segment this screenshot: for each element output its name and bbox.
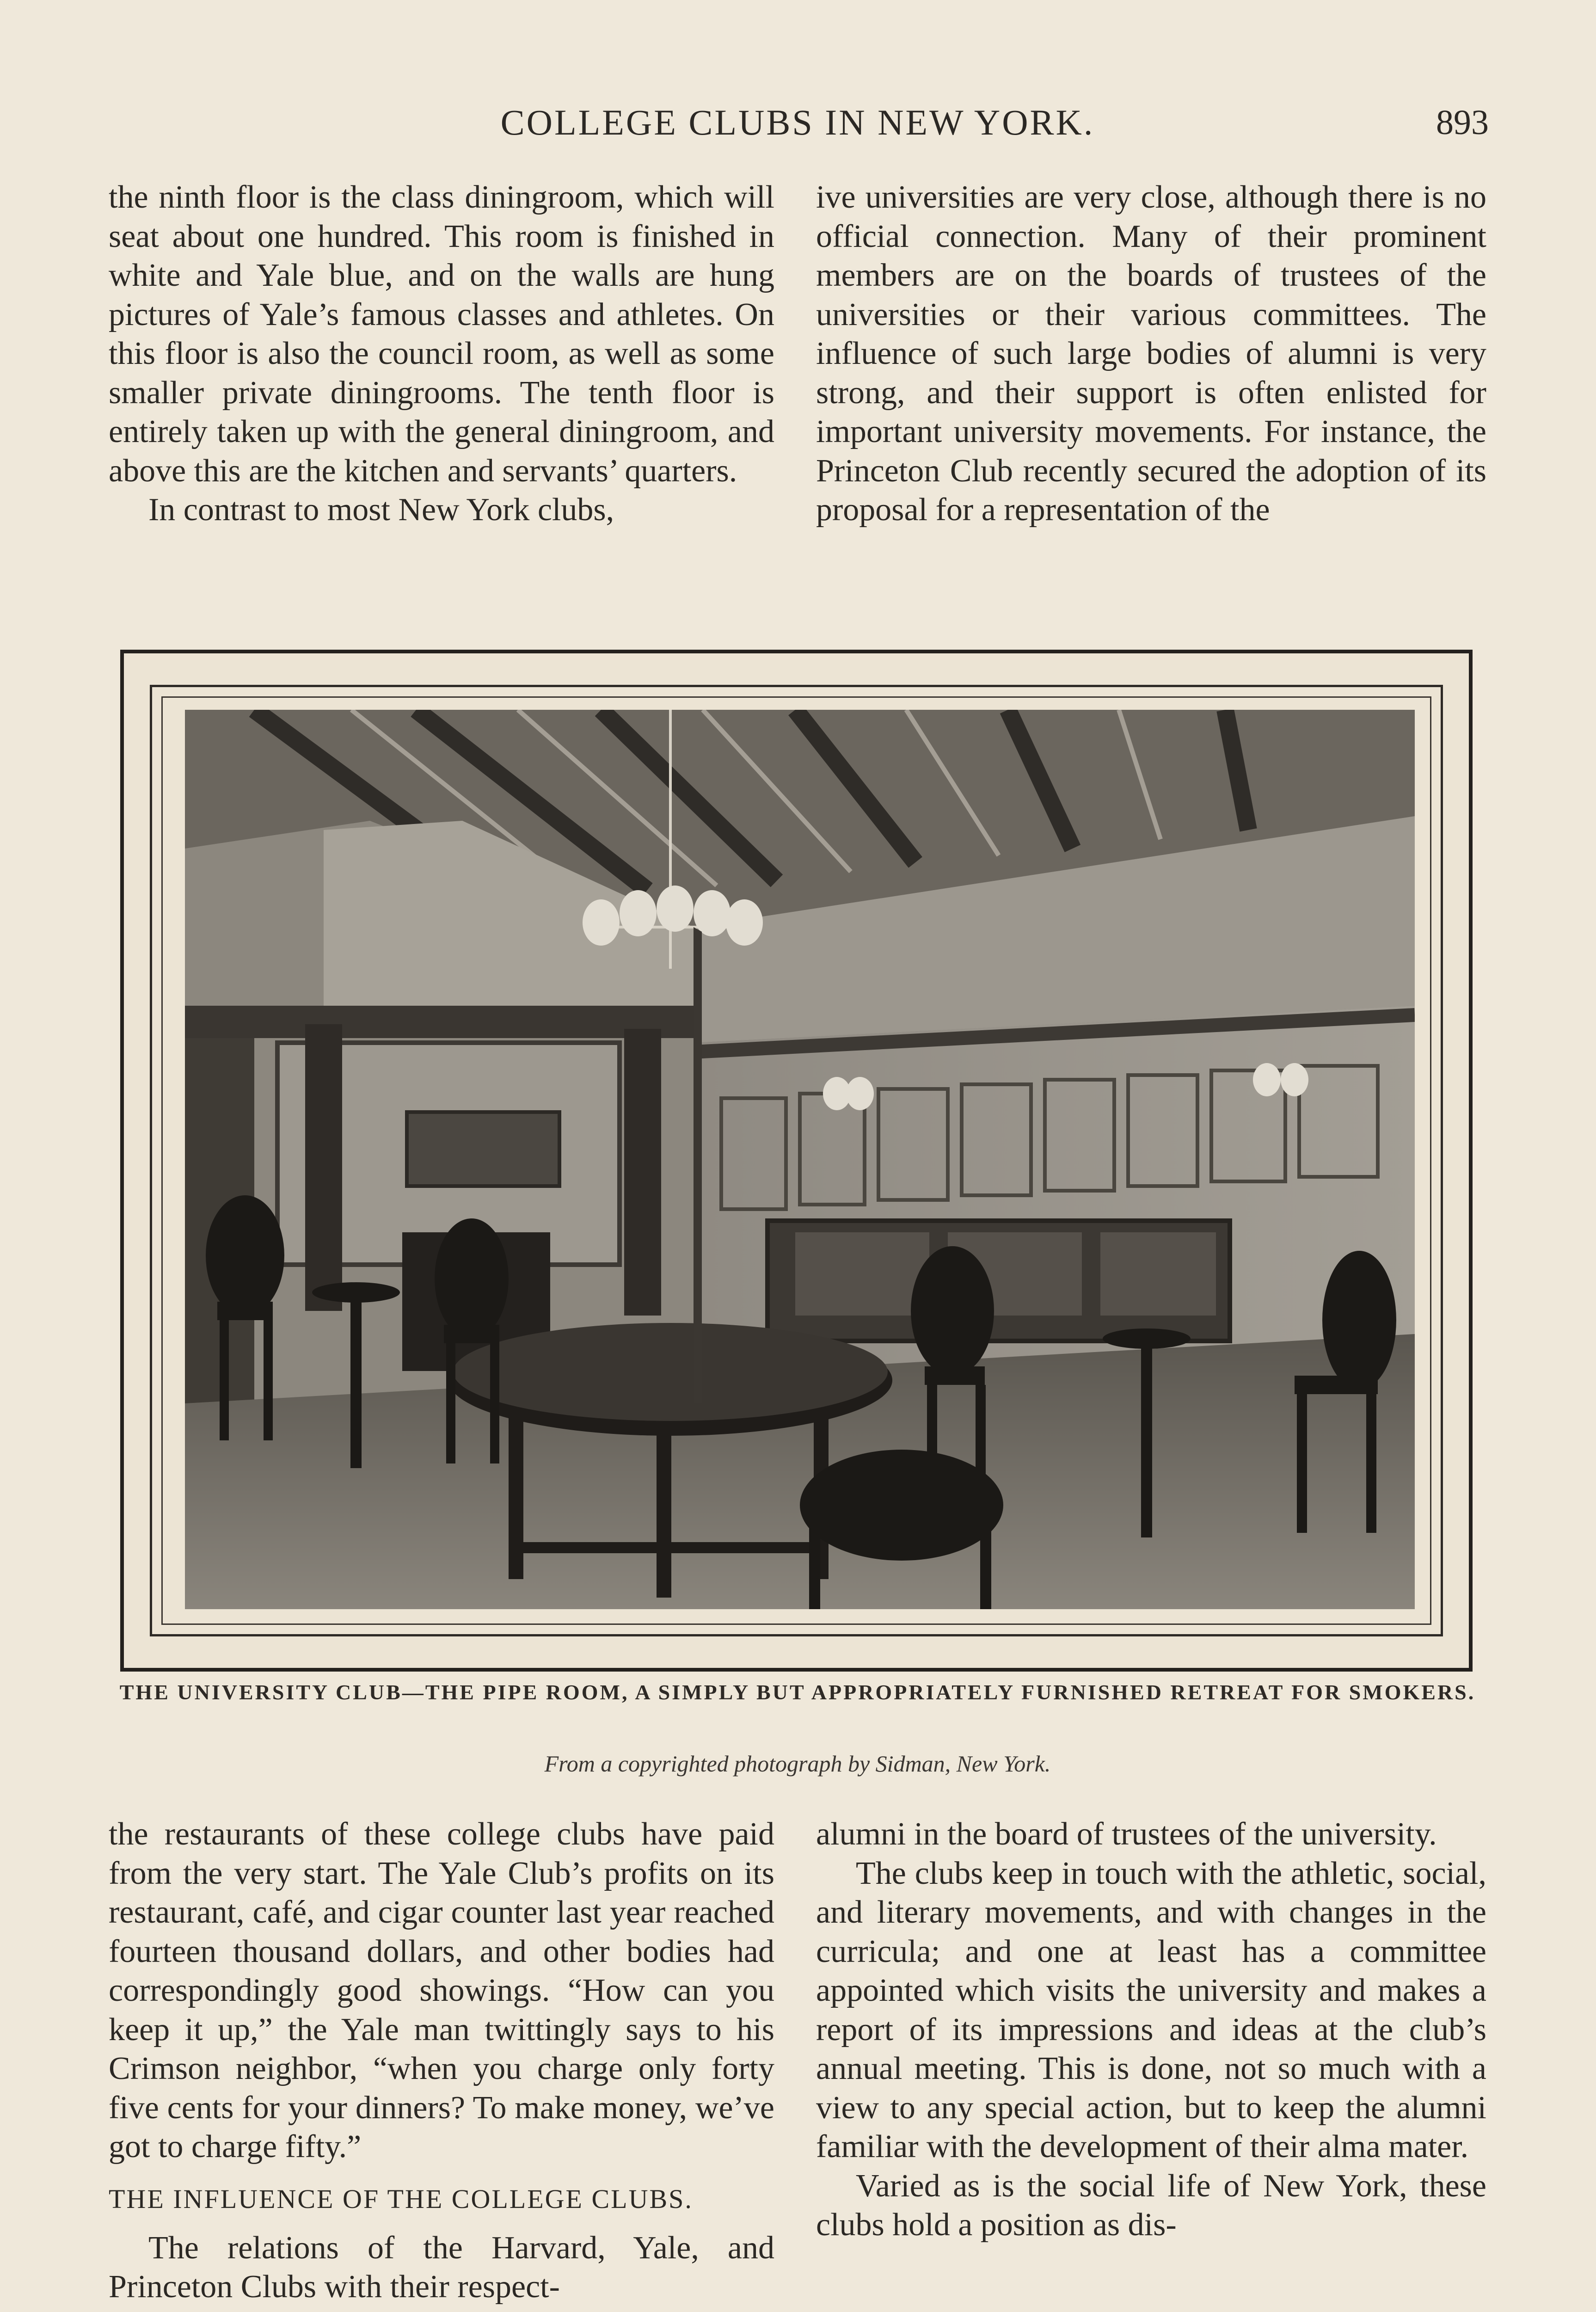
- photo-credit: From a copyrighted photograph by Sidman, New York.: [544, 1751, 1051, 1777]
- pipe-room-illustration: [185, 710, 1415, 1609]
- text-column-top-left: [109, 178, 774, 530]
- running-head: [106, 99, 1489, 146]
- paragraph: In contrast to most New York clubs,: [148, 492, 614, 528]
- paragraph: ive universities are very close, although there is no official connection. Many of their prominent members are on the boards of trustees of the universities or their various committees. The influence of such large bodies of alumni is very strong, and their support is often enlisted for important university movements. For instance, the Princeton Club recently secured the adoption of its proposal for a representation of the: [816, 179, 1486, 528]
- text-column-bottom-left: [109, 1815, 774, 2307]
- paragraph: alumni in the board of trustees of the university.: [816, 1816, 1437, 1852]
- page-number: 893: [1436, 103, 1489, 142]
- figure-caption: THE UNIVERSITY CLUB—THE PIPE ROOM, A SIMPLY BUT APPROPRIATELY FURNISHED RETREAT FOR SMOKERS.: [119, 1680, 1476, 1704]
- photograph-pipe-room: [185, 710, 1415, 1609]
- paragraph: The relations of the Harvard, Yale, and Princeton Clubs with their respect-: [109, 2230, 774, 2305]
- text-column-top-right: [816, 178, 1486, 530]
- paragraph: The clubs keep in touch with the athletic, social, and literary movements, and with changes in the curricula; and one at least has a committee appointed which visits the university and makes a report of its impressions and ideas at the club’s annual meeting. This is done, not so much with a view to any special action, but to keep the alumni familiar with the development of their alma mater.: [816, 1855, 1486, 2164]
- paragraph: the restaurants of these college clubs have paid from the very start. The Yale Club’s profits on its restaurant, café, and cigar counter last year reached fourteen thousand dollars, and other bodies had correspondingly good showings. “How can you keep it up,” the Yale man twittingly says to his Crimson neighbor, “when you charge only forty five cents for your dinners? To make money, we’ve got to charge fifty.”: [109, 1816, 774, 2164]
- paragraph: the ninth floor is the class diningroom, which will seat about one hundred. This room is finished in white and Yale blue, and on the walls are hung pictures of Yale’s famous classes and athletes. On this floor is also the council room, as well as some smaller private diningrooms. The tenth floor is entirely taken up with the general diningroom, and above this are the kitchen and servants’ quarters.: [109, 179, 774, 489]
- text-column-bottom-right: [816, 1815, 1486, 2245]
- running-title: COLLEGE CLUBS IN NEW YORK.: [500, 102, 1095, 142]
- section-heading: THE INFLUENCE OF THE COLLEGE CLUBS.: [109, 2183, 693, 2214]
- paragraph: Varied as is the social life of New York, these clubs hold a position as dis-: [816, 2168, 1486, 2243]
